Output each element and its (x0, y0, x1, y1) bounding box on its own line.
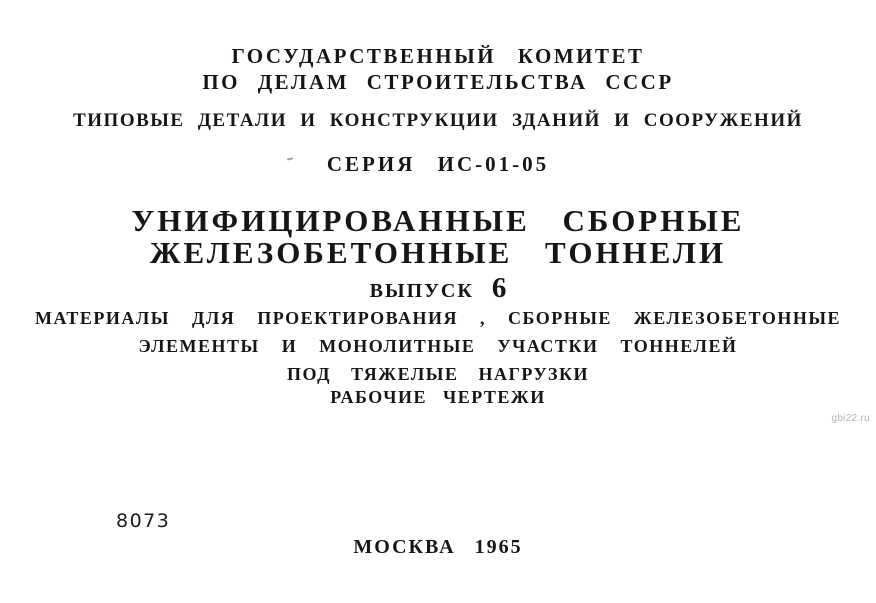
subtitle-line-4: РАБОЧИЕ ЧЕРТЕЖИ (330, 387, 546, 407)
site-watermark: gbi22.ru (831, 413, 870, 424)
issue-label: ВЫПУСК (369, 280, 474, 302)
subtitle-line-2: ЭЛЕМЕНТЫ И МОНОЛИТНЫЕ УЧАСТКИ ТОННЕЛЕЙ (138, 336, 738, 356)
imprint-city-year: МОСКВА 1965 (353, 536, 523, 558)
issue-number: 6 (491, 272, 507, 304)
series-heading: ТИПОВЫЕ ДЕТАЛИ И КОНСТРУКЦИИ ЗДАНИЙ И СООРУЖЕНИЙ (73, 110, 803, 131)
subtitle-line-1: МАТЕРИАЛЫ ДЛЯ ПРОЕКТИРОВАНИЯ , СБОРНЫЕ ЖЕЛЕЗОБЕТОННЫЕ (34, 308, 842, 328)
subtitle-line-3: ПОД ТЯЖЕЛЫЕ НАГРУЗКИ (287, 364, 589, 384)
main-title-line-1: УНИФИЦИРОВАННЫЕ СБОРНЫЕ (131, 203, 745, 238)
document-number: 8073 (116, 510, 171, 532)
organization-line-2: ПО ДЕЛАМ СТРОИТЕЛЬСТВА СССР (202, 70, 674, 94)
series-number: СЕРИЯ ИС-01-05 (326, 152, 550, 176)
organization-line-1: ГОСУДАРСТВЕННЫЙ КОМИТЕТ (231, 44, 645, 68)
issue-line (0, 272, 876, 305)
main-title-line-2: ЖЕЛЕЗОБЕТОННЫЕ ТОННЕЛИ (149, 235, 727, 270)
